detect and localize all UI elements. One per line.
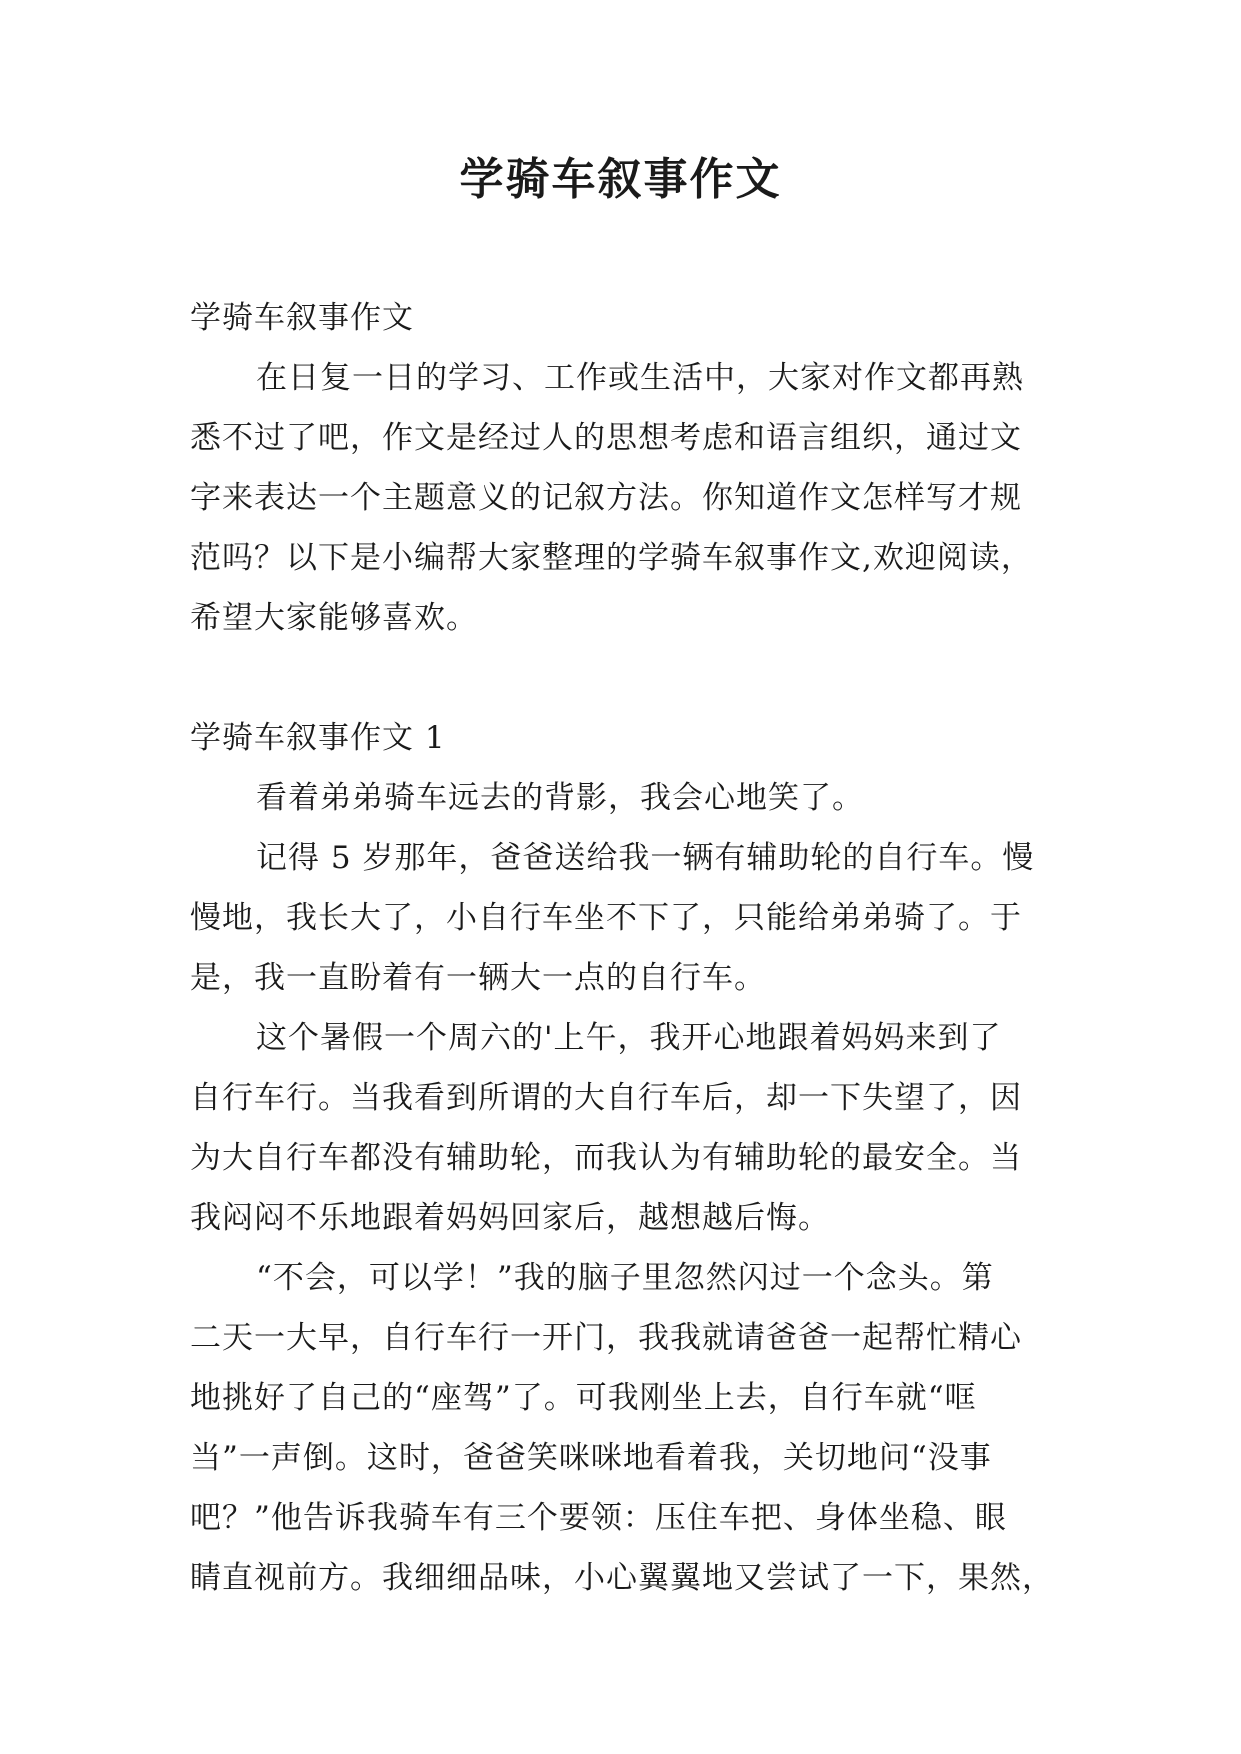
story-line: 是，我一直盼着有一辆大一点的自行车。 xyxy=(190,960,766,996)
intro-line: 范吗？以下是小编帮大家整理的学骑车叙事作文,欢迎阅读， xyxy=(190,540,1033,576)
story-line: 地挑好了自己的“座驾”了。可我刚坐上去，自行车就“哐 xyxy=(190,1380,977,1416)
document-title: 学骑车叙事作文 xyxy=(459,154,782,205)
document-subtitle: 学骑车叙事作文 xyxy=(190,300,414,336)
document-body xyxy=(190,288,1054,1608)
story-line: 为大自行车都没有辅助轮，而我认为有辅助轮的最安全。当 xyxy=(190,1140,1022,1176)
intro-line: 希望大家能够喜欢。 xyxy=(190,600,478,636)
story-line: 这个暑假一个周六的'上午，我开心地跟着妈妈来到了 xyxy=(256,1020,1002,1056)
story-paragraph-4 xyxy=(190,1248,1054,1608)
story-paragraph-1 xyxy=(190,768,1050,828)
story-line: 自行车行。当我看到所谓的大自行车后，却一下失望了，因 xyxy=(190,1080,1022,1116)
paragraph-gap xyxy=(190,648,1050,708)
story-line: 吧？”他告诉我骑车有三个要领：压住车把、身体坐稳、眼 xyxy=(190,1500,1007,1536)
story-line: “不会，可以学！”我的脑子里忽然闪过一个念头。第 xyxy=(256,1260,994,1296)
intro-line: 悉不过了吧，作文是经过人的思想考虑和语言组织，通过文 xyxy=(190,420,1022,456)
intro-paragraph xyxy=(190,348,1050,648)
story-line: 二天一大早，自行车行一开门，我我就请爸爸一起帮忙精心 xyxy=(190,1320,1022,1356)
intro-line: 在日复一日的学习、工作或生活中，大家对作文都再熟 xyxy=(256,360,1024,396)
story-line: 我闷闷不乐地跟着妈妈回家后，越想越后悔。 xyxy=(190,1200,830,1236)
story-line: 睛直视前方。我细细品味，小心翼翼地又尝试了一下，果然， xyxy=(190,1560,1054,1596)
story-paragraph-2 xyxy=(190,828,1050,1008)
story-line: 当”一声倒。这时，爸爸笑咪咪地看着我，关切地问“没事 xyxy=(190,1440,992,1476)
story-paragraph-3 xyxy=(190,1008,1050,1248)
section-heading: 学骑车叙事作文 1 xyxy=(190,720,446,756)
story-line: 看着弟弟骑车远去的背影，我会心地笑了。 xyxy=(256,780,864,816)
story-line: 慢地，我长大了，小自行车坐不下了，只能给弟弟骑了。于 xyxy=(190,900,1022,936)
story-line: 记得 5 岁那年，爸爸送给我一辆有辅助轮的自行车。慢 xyxy=(256,840,1035,876)
intro-line: 字来表达一个主题意义的记叙方法。你知道作文怎样写才规 xyxy=(190,480,1022,516)
